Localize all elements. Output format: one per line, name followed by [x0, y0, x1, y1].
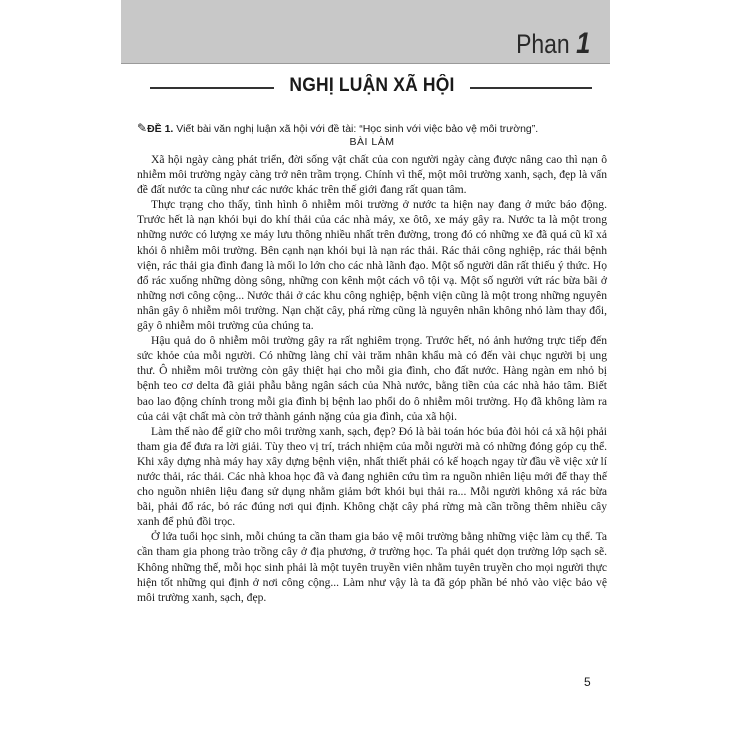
part-label [516, 29, 590, 59]
paragraph: Thực trạng cho thấy, tình hình ô nhiễm môi trường ở nước ta hiện nay đang ở mức báo động. Trước hết là nạn khói bụi do khí thải của các nhà máy, xe ôtô, xe máy gây ra. Nước ta là một trong những nước có lượng xe máy lưu thông nhiều nhất trên đường, trong đó có những xe đã quá cũ kĩ xả khói ô nhiễm môi trường. Bên cạnh nạn khói bụi là nạn rác thải. Rác thải công nghiệp, rác thải bệnh viện, rác thải gia đình đang là mối lo lớn cho các nhà lãnh đạo. Một số người dân rất thiếu ý thức. Họ đổ rác xuống những dòng sông, những con kênh một cách vô tội vạ. Một số người vứt rác bừa bãi ở những nơi công cộng... Nước thải ở các khu công nghiệp, bệnh viện cũng là một trong những nguyên nhân gây ô nhiễm môi trường. Nạn chặt cây, phá rừng cũng là nguyên nhân không nhỏ làm thay đổi, gây ô nhiễm môi trường của chúng ta. [137, 198, 607, 333]
title-rule-right [470, 87, 592, 89]
answer-heading: BÀI LÀM [349, 136, 395, 148]
pencil-icon: ✎ [137, 121, 148, 135]
part-number: 1 [575, 27, 590, 60]
paragraph: Hậu quả do ô nhiễm môi trường gây ra rất nghiêm trọng. Trước hết, nó ảnh hưởng trực tiếp đến sức khỏe của mỗi người. Có những làng chỉ vài trăm nhân khẩu mà có đến vài chục người bị ung thư. Ô nhiễm môi trường còn gây thiệt hại cho mỗi gia đình, cho đất nước. Hàng ngàn em nhỏ bị bệnh teo cơ delta đã giải phẫu bằng ngân sách của Nhà nước, bằng tiền của các nhà hảo tâm. Biết bao lao động chính trong mỗi gia đình bị bệnh lao phổi do ô nhiễm môi trường. Họ đã không làm ra của cải vật chất mà còn trở thành gánh nặng của gia đình, của xã hội. [137, 334, 607, 423]
section-title-block [150, 69, 592, 109]
title-rule-left [150, 87, 274, 89]
exercise-label: ĐỀ 1. [147, 123, 174, 135]
section-title: NGHỊ LUẬN XÃ HỘI [289, 75, 455, 96]
part-label-text: Phan [515, 29, 570, 59]
exercise-prompt-text: Viết bài văn nghị luận xã hội với đề tài: “Học sinh với việc bảo vệ môi trường”. [176, 123, 539, 135]
header-band [121, 0, 610, 64]
essay-body [137, 152, 607, 605]
paragraph: Ở lứa tuổi học sinh, mỗi chúng ta cần tham gia bảo vệ môi trường bằng những việc làm cụ thể. Ta cần tham gia phong trào trồng cây ở địa phương, ở trường học. Ta phải quét dọn trường lớp sạch sẽ. Không những thế, mỗi học sinh phải là một tuyên truyền viên nhằm tuyên truyền cho mọi người thực hiện tốt những qui định ở nơi công cộng... Làm như vậy là ta đã góp phần bé nhỏ vào việc bảo vệ môi trường xanh, sạch, đẹp. [137, 530, 607, 604]
paragraph: Làm thế nào để giữ cho môi trường xanh, sạch, đẹp? Đó là bài toán hóc búa đòi hỏi cả xã hội phải tham gia để đưa ra lời giải. Tùy theo vị trí, trách nhiệm của mỗi người mà có những đóng góp cụ thể. Khi xây dựng nhà máy hay xây dựng bệnh viện, nhất thiết phải có kế hoạch ngay từ đầu về việc xử lí nước thải, rác thải. Các nhà khoa học đã và đang nghiên cứu tìm ra nguồn nhiên liệu mới để thay thế cho nguồn nhiên liệu đang sử dụng nhằm giảm bớt khói bụi thải ra... Mỗi người không xả rác bừa bãi, phải đổ rác, bỏ rác đúng nơi qui định. Không chặt cây phá rừng mà cần trồng thêm nhiều cây xanh để phủ đồi trọc. [137, 424, 607, 529]
paragraph: Xã hội ngày càng phát triển, đời sống vật chất của con người ngày càng được nâng cao thì nạn ô nhiễm môi trường ngày càng trở nên trầm trọng. Chính vì thế, một môi trường xanh, sạch, đẹp là vấn đề đất nước ta cũng như các nước khác trên thế giới đang rất quan tâm. [137, 153, 607, 197]
page-number: 5 [584, 675, 591, 689]
exercise-prompt [137, 121, 607, 135]
